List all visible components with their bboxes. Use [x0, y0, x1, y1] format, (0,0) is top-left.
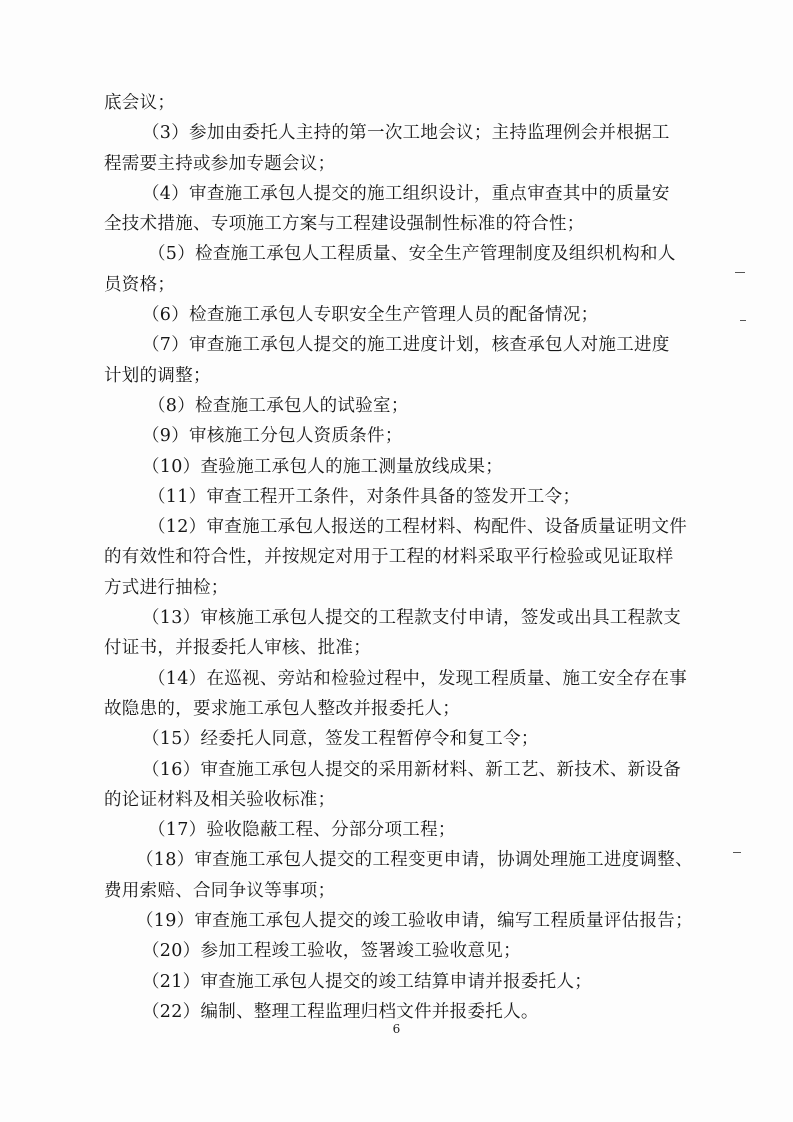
list-item-start: （7）审查施工承包人提交的施工进度计划，核查承包人对施工进度: [142, 335, 670, 356]
text-line: 故隐患的，要求施工承包人整改并报委托人；: [104, 698, 460, 719]
text-line: 的论证材料及相关验收标准；: [104, 789, 336, 810]
list-item-start: （14）在巡视、旁站和检验过程中，发现工程质量、施工安全存在事: [148, 668, 688, 689]
text-line: 员资格；: [104, 274, 176, 295]
list-item-start: （8）检查施工承包人的试验室；: [148, 395, 409, 416]
body-text: [104, 88, 716, 1027]
list-item-start: （10）查验施工承包人的施工测量放线成果；: [142, 456, 504, 477]
text-line: 费用索赔、合同争议等事项；: [104, 880, 336, 901]
text-line: 方式进行抽检；: [104, 577, 229, 598]
list-item-start: （6）检查施工承包人专职安全生产管理人员的配备情况；: [142, 305, 599, 326]
list-item-start: （19）审查施工承包人提交的竣工验收申请，编写工程质量评估报告；: [136, 911, 693, 932]
scan-speck: [735, 272, 745, 273]
list-item-start: （12）审查施工承包人报送的工程材料、构配件、设备质量证明文件: [148, 517, 688, 538]
list-item-start: （3）参加由委托人主持的第一次工地会议；主持监理例会并根据工: [142, 123, 670, 144]
scan-speck: [733, 852, 741, 853]
list-item-start: （16）审查施工承包人提交的采用新材料、新工艺、新技术、新设备: [142, 759, 682, 780]
list-item-start: （4）审查施工承包人提交的施工组织设计，重点审查其中的质量安: [142, 183, 670, 204]
list-item-start: （15）经委托人同意，签发工程暂停令和复工令；: [142, 729, 539, 750]
list-item-start: （20）参加工程竣工验收，签署竣工验收意见；: [142, 941, 521, 962]
text-line: 全技术措施、专项施工方案与工程建设强制性标准的符合性；: [104, 214, 585, 235]
list-item-start: （22）编制、整理工程监理归档文件并报委托人。: [142, 1001, 539, 1022]
list-item-start: （9）审核施工分包人资质条件；: [142, 426, 403, 447]
text-line: 计划的调整；: [104, 365, 211, 386]
list-item-start: （17）验收隐蔽工程、分部分项工程；: [148, 820, 456, 841]
list-item-start: （11）审查工程开工条件，对条件具备的签发开工令；: [148, 486, 581, 507]
text-line: 的有效性和符合性，并按规定对用于工程的材料采取平行检验或见证取样: [104, 547, 674, 568]
list-item-start: （21）审查施工承包人提交的竣工结算申请并报委托人；: [142, 971, 593, 992]
list-item-start: （18）审查施工承包人提交的工程变更申请，协调处理施工进度调整、: [136, 850, 693, 871]
text-line: 底会议；: [104, 93, 176, 113]
text-line: 程需要主持或参加专题会议；: [104, 153, 336, 174]
text-line: 付证书，并报委托人审核、批准；: [104, 638, 371, 659]
page-number: 6: [392, 1022, 401, 1036]
list-item-start: （5）检查施工承包人工程质量、安全生产管理制度及组织机构和人: [148, 244, 676, 265]
scan-speck: [740, 320, 746, 321]
list-item-start: （13）审核施工承包人提交的工程款支付申请，签发或出具工程款支: [142, 608, 682, 629]
